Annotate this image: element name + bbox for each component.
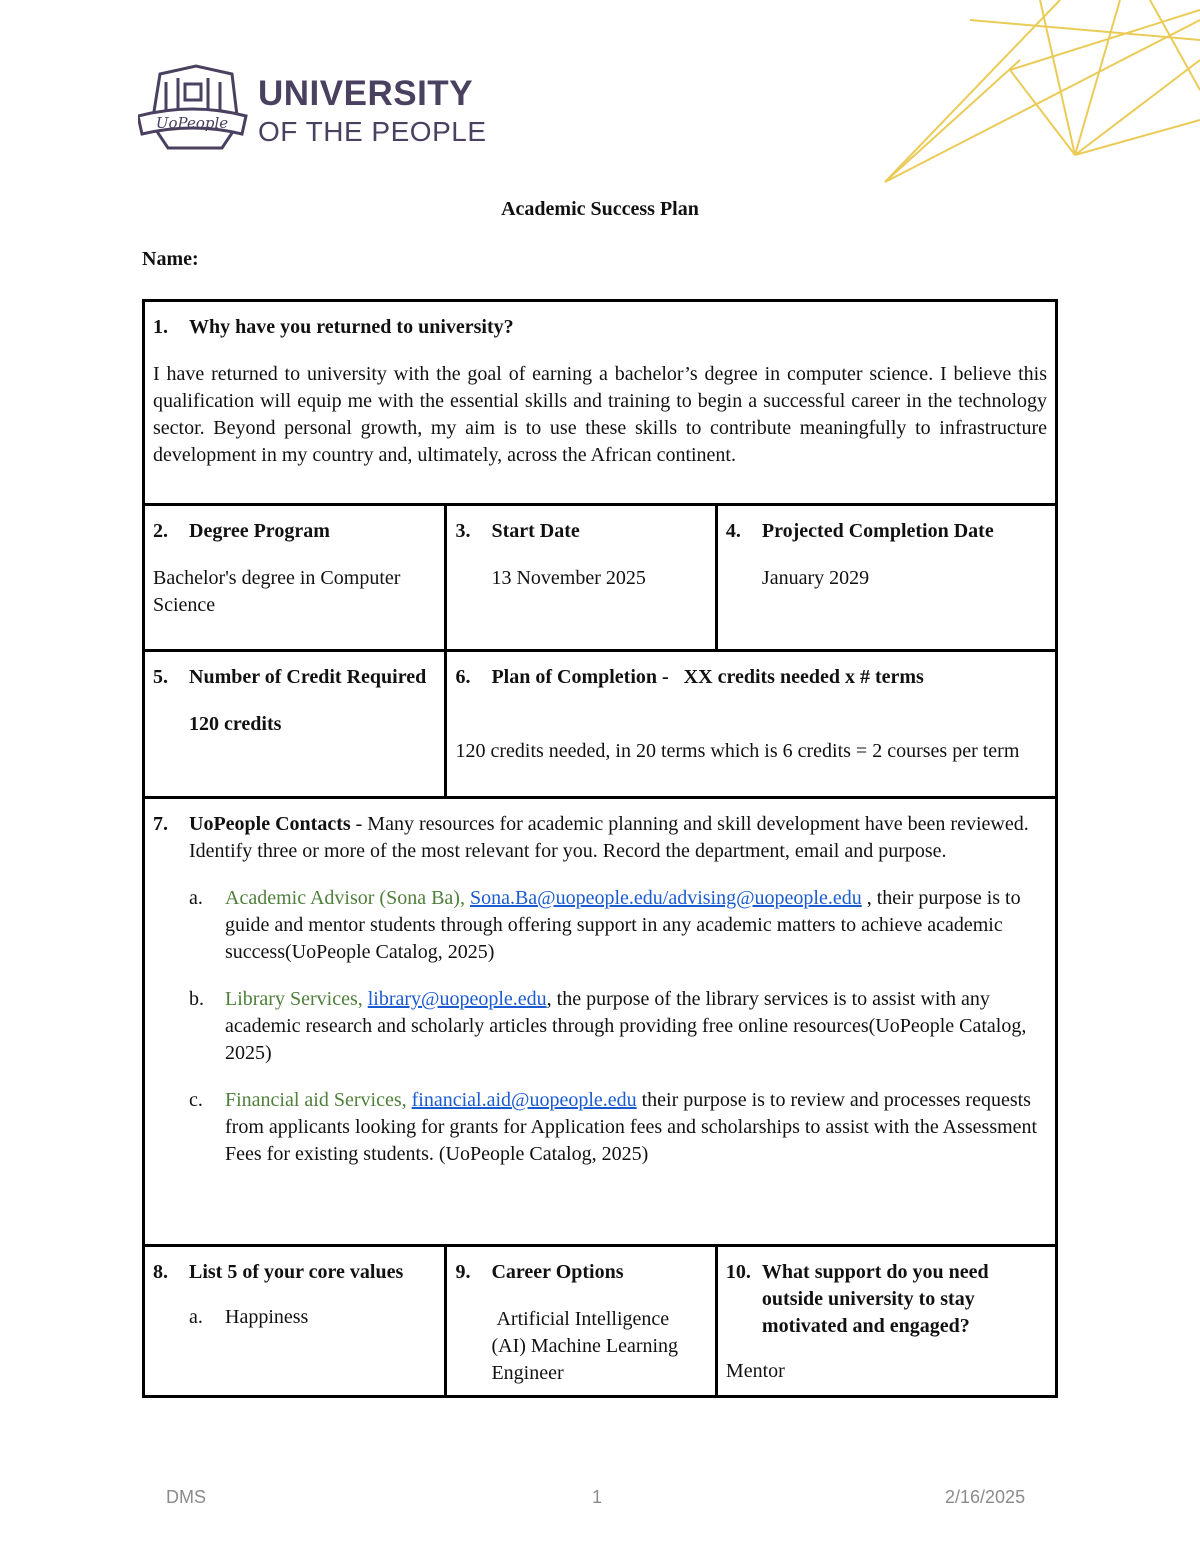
q2-answer: Bachelor's degree in Computer Science: [153, 567, 401, 616]
q7-title: UoPeople Contacts: [189, 813, 351, 835]
q5-title: Number of Credit Required: [189, 666, 427, 688]
footer-page-number: 1: [592, 1487, 603, 1507]
name-label: Name:: [142, 248, 199, 270]
core-value-text: Happiness: [225, 1306, 309, 1328]
footer-left: DMS: [166, 1487, 206, 1507]
contact-item: [153, 1087, 1047, 1168]
row-q7: [144, 798, 1057, 1246]
q7-number: 7.: [153, 813, 168, 835]
cell-uopeople-contacts: [144, 798, 1057, 1246]
contact-email-link[interactable]: Sona.Ba@uopeople.edu/advising@uopeople.edu: [469, 887, 862, 909]
cell-projected-completion: [716, 505, 1056, 651]
contact-letter: c.: [189, 1089, 203, 1111]
contact-purpose: , their purpose is to guide and mentor students through offering support in any academic matters to achieve academic success(UoPeople Catalog, 2025): [225, 887, 1021, 963]
q10-number: 10.: [725, 1261, 751, 1283]
contact-name: Financial aid Services,: [225, 1089, 412, 1111]
q4-answer: January 2029: [761, 567, 870, 589]
q6-number: 6.: [455, 666, 471, 688]
q9-number: 9.: [455, 1261, 471, 1283]
cell-career-options: [446, 1246, 716, 1397]
contact-item: [153, 885, 1047, 966]
q2-number: 2.: [153, 520, 168, 542]
q1-number: 1.: [153, 316, 168, 338]
q7-intro: - Many resources for academic planning and skill development have been reviewed. Identify three or more of the most relevant for you. Record the department, email and purpose.: [189, 813, 1029, 862]
q6-answer: 120 credits needed, in 20 terms which is 6 credits = 2 courses per term: [455, 740, 1020, 762]
row-q5-q6: [144, 651, 1057, 798]
q1-title: Why have you returned to university?: [189, 316, 514, 338]
contact-name: Library Services,: [225, 988, 368, 1010]
cell-plan-of-completion: [446, 651, 1057, 798]
row-q8-q10: [144, 1246, 1057, 1397]
document-title: Academic Success Plan: [501, 198, 699, 220]
q8-number: 8.: [153, 1261, 168, 1283]
q2-title: Degree Program: [189, 520, 330, 542]
contact-email-link[interactable]: financial.aid@uopeople.edu: [411, 1089, 637, 1111]
logo-of-the-people-text: OF THE PEOPLE: [258, 116, 487, 147]
q5-number: 5.: [153, 666, 168, 688]
row-q2-q4: [144, 505, 1057, 651]
contact-letter: b.: [189, 988, 204, 1010]
contact-name: Academic Advisor (Sona Ba),: [225, 887, 470, 909]
q1-answer: I have returned to university with the goal of earning a bachelor’s degree in computer science. I believe this qualification will equip me with the essential skills and training to begin a successful career in the technology sector. Beyond personal growth, my aim is to use these skills to contribute meaningfully to infrastructure development in my country and, ultimately, across the African continent.: [153, 363, 1047, 466]
q10-title: What support do you need outside university to stay motivated and engaged?: [761, 1261, 989, 1337]
row-q1: [144, 301, 1057, 505]
cell-why-returned: [144, 301, 1057, 505]
cell-support-needed: [716, 1246, 1056, 1397]
contact-item: [153, 986, 1047, 1067]
cell-core-values: [144, 1246, 446, 1397]
contact-purpose: their purpose is to review and processes requests from applicants looking for grants for Application fees and scholarships to assist with the Assessment Fees for existing students. (UoPeople Catalog, 2025): [225, 1089, 1038, 1165]
cell-start-date: [446, 505, 716, 651]
q5-answer: 120 credits: [189, 713, 282, 735]
q4-number: 4.: [725, 520, 741, 542]
contact-purpose: , the purpose of the library services is to assist with any academic research and scholarly articles through providing free online resources(UoPeople Catalog, 2025): [225, 988, 1027, 1064]
q3-answer: 13 November 2025: [491, 567, 646, 589]
logo-badge-text: UoPeople: [155, 114, 229, 132]
core-value-item: [153, 1304, 436, 1331]
success-plan-table: [142, 299, 1058, 1398]
q9-title: Career Options: [491, 1261, 624, 1283]
cell-degree-program: [144, 505, 446, 651]
q6-title: Plan of Completion - XX credits needed x # terms: [491, 666, 924, 688]
q3-number: 3.: [455, 520, 471, 542]
footer-date: 2/16/2025: [945, 1487, 1026, 1507]
cell-credits-required: [144, 651, 446, 798]
q9-answer: Artificial Intelligence (AI) Machine Learning Engineer: [491, 1308, 684, 1384]
q8-title: List 5 of your core values: [189, 1261, 404, 1283]
decorative-lines-graphic: [860, 0, 1200, 200]
core-value-letter: a.: [189, 1306, 203, 1328]
contact-email-link[interactable]: library@uopeople.edu: [367, 988, 547, 1010]
q3-title: Start Date: [491, 520, 580, 542]
q10-answer: Mentor: [725, 1360, 785, 1382]
contact-letter: a.: [189, 887, 203, 909]
q4-title: Projected Completion Date: [761, 520, 994, 542]
logo-university-text: UNIVERSITY: [258, 74, 474, 113]
